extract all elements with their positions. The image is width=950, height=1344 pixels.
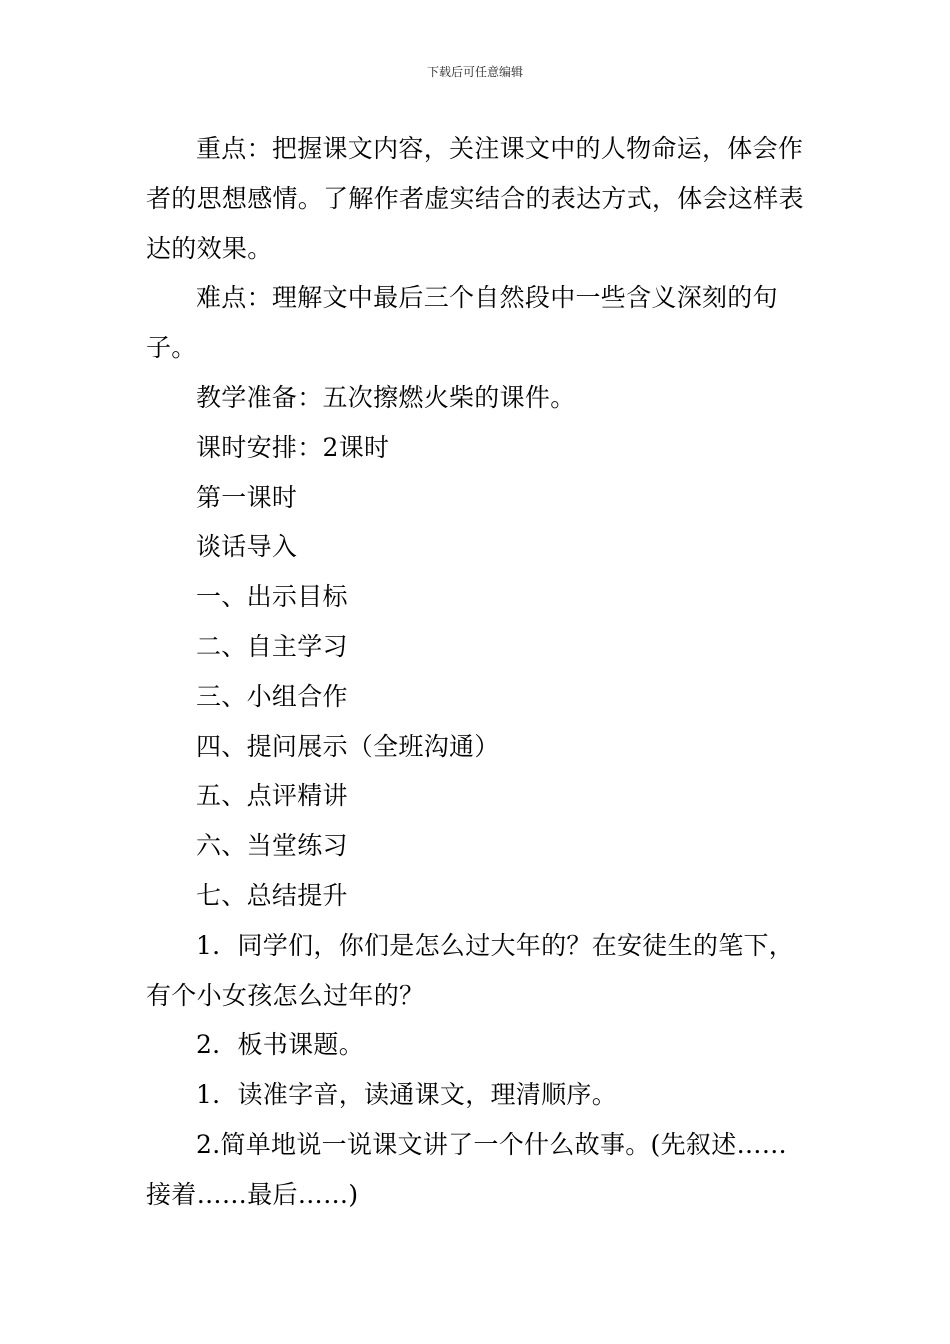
paragraph-intro: 谈话导入 <box>196 532 298 562</box>
paragraph-question-1: 1．同学们，你们是怎么过大年的？在安徒生的笔下，有个小女孩怎么过年的？ <box>146 930 795 1010</box>
list-item-goals: 一、出示目标 <box>196 582 348 612</box>
list-item-review: 五、点评精讲 <box>196 781 348 811</box>
list-item-group-work: 三、小组合作 <box>196 681 348 711</box>
paragraph-difficulties: 难点：理解文中最后三个自然段中一些含义深刻的句子。 <box>146 283 778 363</box>
list-item-summary: 七、总结提升 <box>196 880 348 910</box>
paragraph-key-points: 重点：把握课文内容，关注课文中的人物命运，体会作者的思想感情。了解作者虚实结合的表达方式，体会这样表达的效果。 <box>146 134 804 263</box>
paragraph-board-title: 2．板书课题。 <box>196 1030 365 1060</box>
list-item-presentation: 四、提问展示（全班沟通） <box>196 731 500 761</box>
paragraph-story-summary: 2.简单地说一说课文讲了一个什么故事。(先叙述……接着……最后……) <box>146 1129 788 1209</box>
paragraph-schedule: 课时安排：2课时 <box>196 432 390 462</box>
page-header: 下载后可任意编辑 <box>426 65 523 79</box>
paragraph-first-lesson: 第一课时 <box>196 482 298 512</box>
document-body <box>146 124 808 1220</box>
list-item-self-study: 二、自主学习 <box>196 631 348 661</box>
list-item-practice: 六、当堂练习 <box>196 831 348 861</box>
paragraph-preparation: 教学准备：五次擦燃火柴的课件。 <box>196 382 576 412</box>
paragraph-reading: 1．读准字音，读通课文，理清顺序。 <box>196 1080 618 1110</box>
